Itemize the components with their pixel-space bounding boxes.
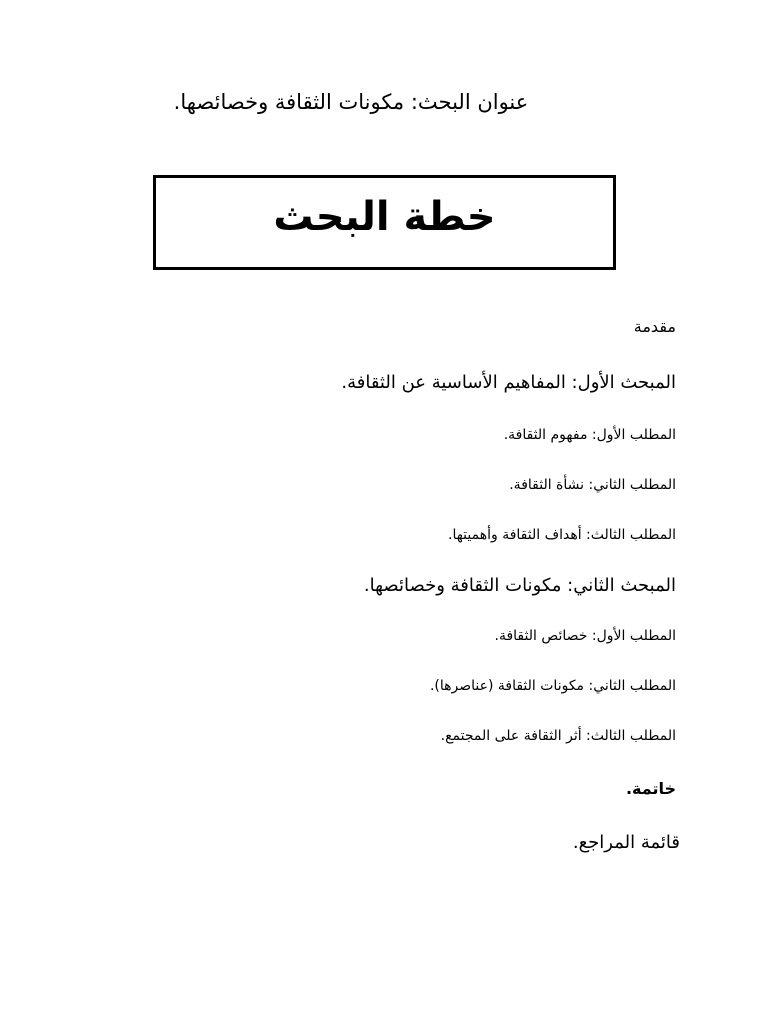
outline-chapter-1-section-2: المطلب الثاني: نشأة الثقافة.: [509, 477, 676, 493]
outline-chapter-1: المبحث الأول: المفاهيم الأساسية عن الثقافة.: [341, 372, 676, 393]
outline-chapter-1-section-1: المطلب الأول: مفهوم الثقافة.: [503, 427, 676, 443]
outline-chapter-1-section-3: المطلب الثالث: أهداف الثقافة وأهميتها.: [448, 527, 676, 543]
outline-chapter-2-section-2: المطلب الثاني: مكونات الثقافة (عناصرها).: [429, 678, 676, 694]
outline-chapter-2: المبحث الثاني: مكونات الثقافة وخصائصها.: [363, 575, 676, 596]
plan-heading: خطة البحث: [273, 194, 496, 240]
outline-introduction: مقدمة: [633, 317, 676, 336]
outline-chapter-2-section-3: المطلب الثالث: أثر الثقافة على المجتمع.: [440, 728, 676, 744]
research-title: عنوان البحث: مكونات الثقافة وخصائصها.: [173, 90, 529, 114]
plan-heading-box: [153, 175, 616, 270]
outline-conclusion: خاتمة.: [625, 779, 676, 798]
outline-chapter-2-section-1: المطلب الأول: خصائص الثقافة.: [494, 628, 676, 644]
outline-references: قائمة المراجع.: [572, 832, 680, 853]
